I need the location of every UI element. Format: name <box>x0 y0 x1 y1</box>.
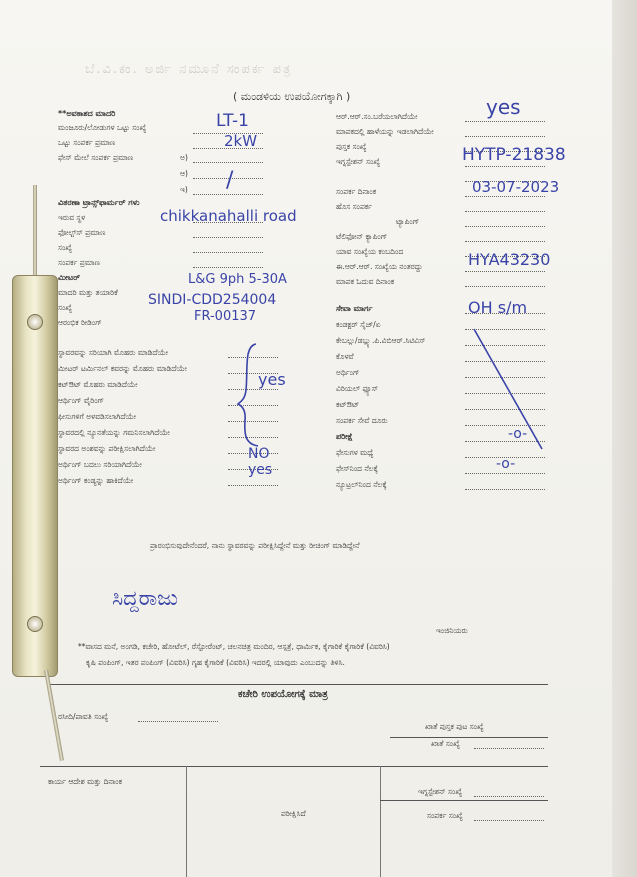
field-line <box>465 286 545 287</box>
value-make: L&G 9ph 5-30A <box>188 272 287 287</box>
field-line <box>465 271 545 272</box>
value-check-9: yes <box>248 462 273 478</box>
value-between-phases: -o- <box>508 426 528 442</box>
label-telephone: ಟೆಲಿಫೋನ್ ಕ್ಯಾಪಿಂಗ್ <box>336 232 388 241</box>
label-neutral-earth: ನ್ಯೂಟ್ರಲ್‌ನಿಂದ ನೆಲಕ್ಕೆ <box>336 480 387 489</box>
value-service-line: OH s/m <box>468 298 528 317</box>
field-line <box>465 196 545 197</box>
divider <box>380 800 548 801</box>
field-line <box>465 136 545 137</box>
check-label: ಮೀಟರ್ ಟರ್ಮಿನಲ್ ಕವರನ್ನು ಮೊಹರು ಮಾಡಿದೆಯೇ <box>58 364 187 373</box>
label-make: ಮಾದರಿ ಮತ್ತು ತಯಾರಿಕೆ <box>58 288 118 297</box>
value-connection-date: 03-07-2023 <box>472 178 560 196</box>
value-checks-brace: yes <box>258 370 286 389</box>
field-line <box>193 237 263 238</box>
footnote-line-1: **ವಾಸದ ಮನೆ, ಅಂಗಡಿ, ಕಚೇರಿ, ಹೋಟೆಲ್, ರೆಸ್ಟೋರೆಂಟ್, ಚಲನಚಿತ್ರ ಮಂದಿರ, ಆಸ್ಪತ್ರೆ, ಧಾರ್ಮಿಕ, ಕೈಗಾರಿಕೆ ಕೈಗಾರಿಕೆ (ವಿವರಿಸಿ) <box>78 642 390 651</box>
label-fuse: ವಿರಿಯಲ್ ಫ್ಯೂಸ್ <box>336 384 379 393</box>
label-work-order: ಕಾರ್ಯ ಆದೇಶ ಮತ್ತು ದಿನಾಂಕ <box>48 777 122 786</box>
label-new-connection: ಹೊಸ ಸಂಪರ್ಕ <box>336 202 373 211</box>
label-service-line: ಸೇವಾ ಮಾರ್ಗ <box>336 304 373 313</box>
field-line <box>474 820 544 821</box>
engineer-label: ಇಂಜಿನಿಯರು <box>436 626 468 635</box>
field-line <box>193 252 263 253</box>
label-earthing: ಅರ್ಥಿಂಗ್ <box>336 368 360 377</box>
label-installation-no: ಇಗ್ನಸ್ಟೇಶನ್ ಸಂಖ್ಯೆ <box>418 787 463 796</box>
value-location: chikkanahalli road <box>160 207 297 225</box>
check-label: ಫೀಸುಗಳಿಗೆ ಅಳವಡಿಸಲಾಗಿದೆಯೇ <box>58 412 137 421</box>
label-ledger-page: ಖಾತೆ ಪುಸ್ತಕ ಪುಟ ಸಂಖ್ಯೆ <box>425 722 484 731</box>
page-edge <box>612 0 637 877</box>
field-line <box>465 226 545 227</box>
check-label: ಸ್ಥಾವರವನ್ನು ಸರಿಯಾಗಿ ಮೊಹರು ಮಾಡಿದೆಯೇ <box>58 348 169 357</box>
divider <box>390 737 548 738</box>
check-label: ಸ್ಥಾವರದಲ್ಲಿ ನ್ಯೂನತೆಯನ್ನು ಗಮನಿಸಲಾಗಿದೆಯೇ <box>58 428 170 437</box>
label-meter: ಮೀಟರ್ <box>58 273 80 282</box>
phase-mark-c: ಇ) <box>180 185 188 194</box>
label-after-rr: ಈ.ಆರ್.ಆರ್. ಸಂಖ್ಯೆಯ ನಂತರದ್ದು <box>336 262 423 271</box>
label-tapping: ಟ್ಯಾಪಿಂಗ್ <box>396 217 420 226</box>
divider <box>40 766 548 767</box>
field-line <box>465 241 545 242</box>
label-pipe: ಕೊಳವೆ <box>336 352 354 361</box>
label-connection-date: ಸಂಪರ್ಕ ದಿನಾಂಕ <box>336 187 377 196</box>
label-phase-earth: ಫೇಸ್‌ನಿಂದ ನೆಲಕ್ಕೆ <box>336 464 378 473</box>
label-meter-card: ಮಾಪಕದಲ್ಲಿ ಹಾಳೆಯನ್ನು ಇಡಲಾಗಿದೆಯೇ <box>336 127 434 136</box>
value-phase-load: / <box>226 168 234 193</box>
check-label: ಕಟ್‌ಔಟ್ ಮೊಹರು ಮಾಡಿದೆಯೇ <box>58 380 138 389</box>
label-cable: ಕೇಬಲ್ಲು/ಡಬ್ಲ್ಯು.ಪಿ.ವಿಬಿಆರ್.ಸಿಟಿವಿಸ್ <box>336 336 426 345</box>
binder-rod <box>33 185 37 280</box>
field-line <box>465 473 545 474</box>
engineer-signature: ಸಿದ್ದರಾಜು <box>112 586 178 610</box>
binder-clip <box>12 275 58 677</box>
label-reading-date: ಮಾಪಕ ಓದುವ ದಿನಾಂಕ <box>336 277 395 286</box>
label-rr-written: ಆರ್.ಆರ್.ಸಂ.ಬರೆಯಲಾಗಿದೆಯೇ <box>336 112 418 121</box>
clip-hole <box>27 616 43 632</box>
field-line <box>193 267 263 268</box>
phase-mark-a: ಅ) <box>180 153 188 162</box>
label-book-number: ಪುಸ್ತಕ ಸಂಖ್ಯೆ <box>336 142 367 151</box>
value-after-rr: HYA43230 <box>468 250 551 269</box>
field-line <box>474 748 544 749</box>
label-number: ಸಂಖ್ಯೆ <box>58 243 73 252</box>
label-volts: ಫೋಲ್ಟ್‌ಸ್ ಪ್ರಮಾಣ <box>58 228 106 237</box>
check-label: ಅರ್ಥಿಂಗ್ ಬದಲು ಸರಿಯಾಗಿದೆಯೇ <box>58 460 142 469</box>
field-line <box>465 166 545 167</box>
label-location: ಇರುವ ಸ್ಥಳ <box>58 213 86 222</box>
office-use-title: ಕಚೇರಿ ಉಪಯೋಗಕ್ಕೆ ಮಾತ್ರ <box>238 689 328 700</box>
label-connection-no: ಸಂಪರ್ಕ ಸಂಖ್ಯೆ <box>427 811 463 820</box>
value-meter-number: SINDI-CDD254004 <box>148 292 277 308</box>
bleed-through-text: ಬೆ.ವಿ.ಕಂ. ಅರ್ಜಿ ನಮೂನೆ ಸಂಪರ್ಕ ಪತ್ರ <box>85 62 293 77</box>
label-pole-number: ಯಾವ ಸಂಖ್ಯೆಯ ಕಂಬದಿಂದ <box>336 247 404 256</box>
label-receipt: ರಸೀದಿ/ಪಾವತಿ ಸಂಖ್ಯೆ <box>58 712 109 721</box>
value-neutral-earth: -o- <box>496 456 516 472</box>
label-installation-number: ಇಗ್ನಸ್ಟೇಶನ್ ಸಂಖ್ಯೆ <box>336 157 381 166</box>
value-sanctioned-load: LT-1 <box>216 111 249 131</box>
footnote-line-2: ಕೃಷಿ ಪಂಪಿಂಗ್, ಇತರ ಪಂಪಿಂಗ್ (ವಿವರಿಸಿ) ಗೃಹ ಕೈಗಾರಿಕೆ (ವಿವರಿಸಿ) ಇದರಲ್ಲಿ ಯಾವುದು ಎಂಬುದನ್ನು ತಿಳಿಸಿ. <box>86 658 345 667</box>
label-transformers: ವಿತರಣಾ ಟ್ರಾನ್ಸ್‌ಫಾರ್ಮರ್ ಗಳು <box>58 198 140 207</box>
label-account-no: ಖಾತೆ ಸಂಖ್ಯೆ <box>431 739 460 748</box>
label-sanctioned-load: ಮಂಜೂರು/ಲೋಡುಗಳ ಒಟ್ಟು ಸಂಖ್ಯೆ <box>58 123 147 132</box>
declaration-text: ಪ್ರಾರಂಭಿಸುವುದೇನೆಂದರೆ, ನಾನು ಸ್ಥಾವರವನ್ನು ಪರೀಕ್ಷಿಸಿದ್ದೇನೆ ಮತ್ತು ರೀಚಿಂಗ್ ಮಾಡಿದ್ದೇನೆ <box>150 541 360 550</box>
column-divider <box>186 766 187 877</box>
value-initial-reading: FR-00137 <box>194 309 257 324</box>
label-meter-number: ಸಂಖ್ಯೆ <box>58 303 73 312</box>
label-checked: ಪರೀಕ್ಷಿಸಿದೆ <box>281 809 306 818</box>
label-phase-load: ಫೇಸ್ ಮೇಲೆ ಸಂಪರ್ಕ ಪ್ರಮಾಣ <box>58 153 134 162</box>
field-line <box>138 721 218 722</box>
value-check-8: NO <box>248 446 270 462</box>
check-label: ಆರ್ಥಿಂಗ್ ವೈರಿಂಗ್ <box>58 396 105 405</box>
label-test: ಪರೀಕ್ಷೆ <box>336 432 353 441</box>
value-total-load: 2kW <box>224 132 258 150</box>
label-connection-type: **ಅವಕಾಶದ ಮಾದರಿ <box>58 109 116 118</box>
phase-mark-b: ಆ) <box>180 169 188 178</box>
column-divider <box>380 766 381 877</box>
label-initial-reading: ಆರಂಭಿಕ ರೀಡಿಂಗ್ <box>58 318 102 327</box>
section-title: ( ಮಂಡಳಿಯ ಉಪಯೋಗಕ್ಕಾಗಿ ) <box>233 90 351 103</box>
label-conductor: ಕಂಡಕ್ಟರ್ ಸೈಜ್/ಏ <box>336 320 381 329</box>
value-rr-written: yes <box>486 95 521 119</box>
field-line <box>465 121 545 122</box>
strike-line <box>470 325 550 455</box>
value-installation-number: HYTP-21838 <box>462 145 566 165</box>
check-label: ಸ್ಥಾವರದ ಅಂಶವನ್ನು ಪರೀಕ್ಷಿಸಲಾಗಿದೆಯೇ <box>58 444 156 453</box>
label-total-load: ಒಟ್ಟು ಸಂಪರ್ಕ ಪ್ರಮಾಣ <box>58 138 116 147</box>
label-capacity: ಸಂಪರ್ಕ ಪ್ರಮಾಣ <box>58 258 100 267</box>
brace-mark <box>236 340 266 450</box>
field-line <box>193 162 263 163</box>
field-line <box>193 194 263 195</box>
label-cutout: ಕಟ್‌ಔಟ್ <box>336 400 360 409</box>
field-line <box>465 211 545 212</box>
clip-hole <box>27 314 43 330</box>
check-label: ಅರ್ಥಿಂಗ್ ಕಂಡ್ಯನ್ನು ಹಾಕಿದೆಯೇ <box>58 476 134 485</box>
field-line <box>228 485 278 486</box>
field-line <box>465 489 545 490</box>
field-line <box>474 796 544 797</box>
label-service-distance: ಸಂಪರ್ಕ ಸೇವೆ ದೂರು <box>336 416 388 425</box>
divider <box>50 684 548 685</box>
label-between-phases: ಫೇಸುಗಳ ಮಧ್ಯೆ <box>336 448 374 457</box>
